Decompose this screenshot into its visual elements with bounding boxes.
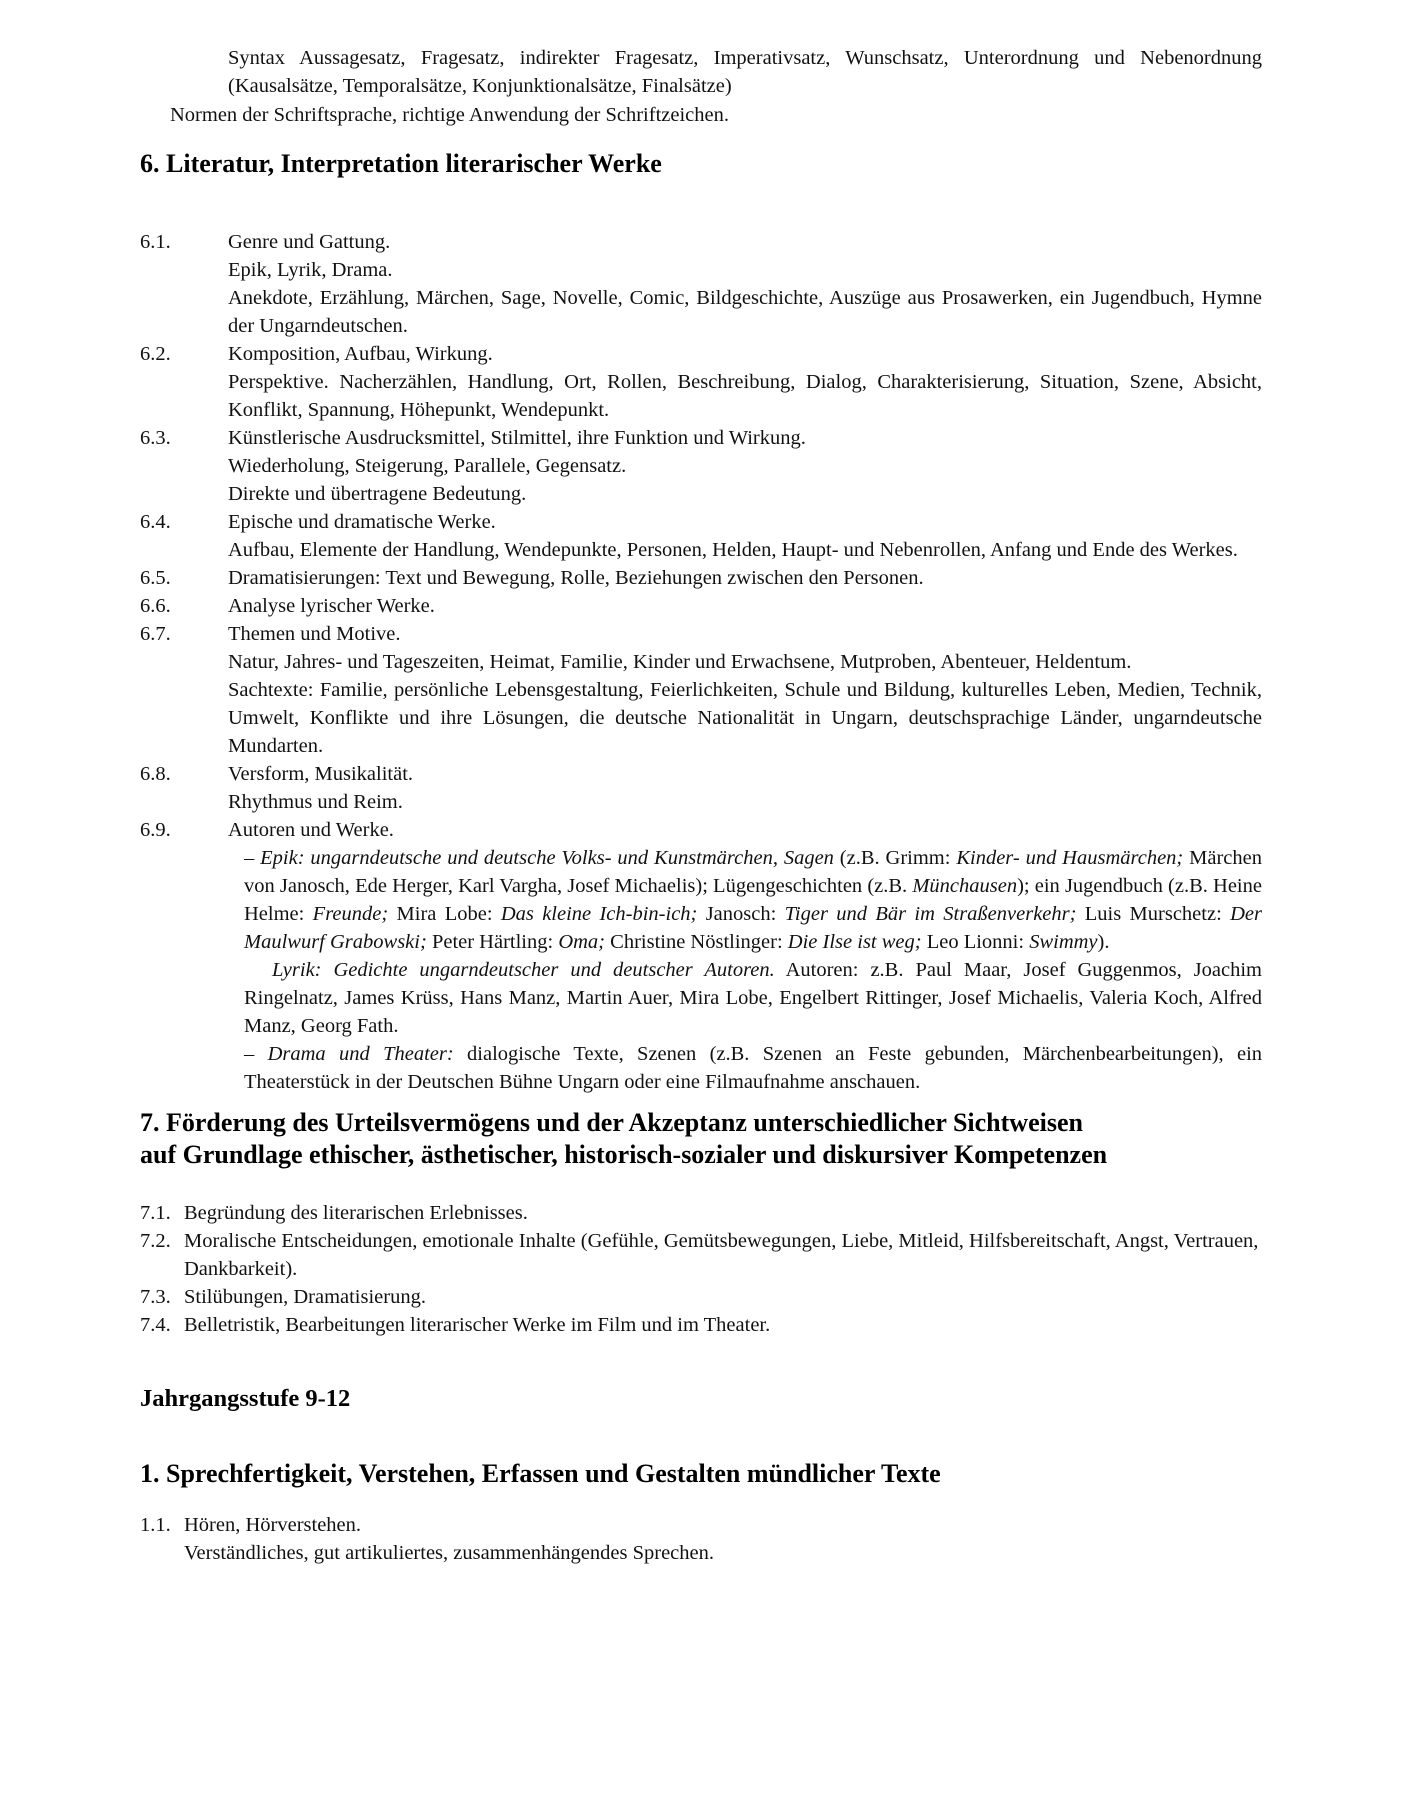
text-run: Peter Härtling:: [426, 931, 559, 953]
list-item: [140, 620, 1262, 760]
item-number: 6.5.: [140, 567, 171, 589]
item-number: 6.8.: [140, 763, 171, 785]
item-title: Dramatisierungen: Text und Bewegung, Rolle, Beziehungen zwischen den Personen.: [228, 567, 924, 589]
text-run: Christine Nöstlinger:: [605, 931, 788, 953]
item-number: 6.7.: [140, 623, 171, 645]
italic-run: Drama und Theater:: [267, 1043, 454, 1065]
list-item-6-9: [140, 816, 1262, 1096]
text-run: dialogische Texte, Szenen (z.B. Szenen an Feste gebunden, Märchenbearbeitungen), ein Theaterstück in der Deutschen Bühne Ungarn oder eine Filmaufnahme anschauen.: [244, 1043, 1263, 1093]
item-text: Sachtexte: Familie, persönliche Lebensgestaltung, Feierlichkeiten, Schule und Bildung, kulturelles Leben, Medien, Technik, Umwelt, Konflikte und ihre Lösungen, die deutsche Nationalität in Ungarn, deutschsprachige Länder, ungarndeutsche Mundarten.: [228, 679, 1262, 757]
italic-run: Swimmy: [1029, 931, 1098, 953]
section-6-heading: 6. Literatur, Interpretation literarischer Werke: [140, 149, 662, 178]
section-1-list: [140, 1511, 1262, 1567]
list-item: [140, 1199, 1262, 1227]
text-run: Märchen von Janosch, Ede Herger, Karl Vargha, Josef Michaelis); Lügengeschichten (z.B.: [244, 847, 1262, 897]
text-run: Janosch:: [697, 903, 785, 925]
item-text: Moralische Entscheidungen, emotionale Inhalte (Gefühle, Gemütsbewegungen, Liebe, Mitleid, Hilfsbereitschaft, Angst, Vertrauen, Dankbarkeit).: [184, 1230, 1259, 1280]
item-text: Aufbau, Elemente der Handlung, Wendepunkte, Personen, Helden, Haupt- und Nebenrollen, Anfang und Ende des Werkes.: [228, 539, 1238, 561]
item-text: Epik, Lyrik, Drama.: [228, 259, 393, 281]
drama-paragraph: [228, 1040, 1262, 1096]
list-item: [140, 424, 1262, 508]
list-item: [140, 760, 1262, 816]
text-run: ); ein Jugendbuch (z.B. Heine Helme:: [244, 875, 1262, 925]
item-number: 7.1.: [140, 1202, 171, 1224]
text-run: Leo Lionni:: [921, 931, 1030, 953]
item-number: 6.3.: [140, 427, 171, 449]
item-number: 7.4.: [140, 1314, 171, 1336]
jahrgang-heading: Jahrgangsstufe 9-12: [140, 1385, 351, 1412]
item-text: Natur, Jahres- und Tageszeiten, Heimat, Familie, Kinder und Erwachsene, Mutproben, Abenteuer, Heldentum.: [228, 651, 1132, 673]
italic-run: Oma;: [558, 931, 606, 953]
item-text: Begründung des literarischen Erlebnisses.: [184, 1202, 528, 1224]
italic-run: Münchausen: [912, 875, 1018, 897]
item-number: 7.3.: [140, 1286, 171, 1308]
list-item: [140, 1311, 1262, 1339]
item-text: Belletristik, Bearbeitungen literarischer Werke im Film und im Theater.: [184, 1314, 771, 1336]
italic-run: Der Maulwurf Grabowski;: [244, 903, 1262, 953]
section-6-list: [140, 228, 1262, 1096]
item-text: Rhythmus und Reim.: [228, 791, 403, 813]
item-text: Wiederholung, Steigerung, Parallele, Gegensatz.: [228, 455, 627, 477]
item-title: Epische und dramatische Werke.: [228, 511, 496, 533]
italic-run: Kinder- und Hausmärchen;: [956, 847, 1184, 869]
list-item: [140, 228, 1262, 340]
list-item: [140, 1511, 1262, 1567]
section-7-list: [140, 1199, 1262, 1339]
item-title: Themen und Motive.: [228, 623, 401, 645]
italic-run: Die Ilse ist weg;: [787, 931, 922, 953]
item-number: 6.1.: [140, 231, 171, 253]
item-title: Hören, Hörverstehen.: [184, 1514, 362, 1536]
item-title: Versform, Musikalität.: [228, 763, 414, 785]
item-text: Direkte und übertragene Bedeutung.: [228, 483, 527, 505]
list-item: [140, 508, 1262, 564]
italic-run: Lyrik: Gedichte ungarndeutscher und deutscher Autoren.: [272, 959, 775, 981]
text-run: –: [244, 1043, 268, 1065]
italic-run: Tiger und Bär im Straßenverkehr;: [784, 903, 1077, 925]
item-text: Verständliches, gut artikuliertes, zusammenhängendes Sprechen.: [184, 1542, 714, 1564]
list-item: [140, 564, 1262, 592]
list-item: [140, 1283, 1262, 1311]
epik-paragraph: [228, 844, 1262, 956]
italic-run: Freunde;: [312, 903, 389, 925]
item-text: Stilübungen, Dramatisierung.: [184, 1286, 426, 1308]
italic-run: – Epik: ungarndeutsche und deutsche Volks- und Kunstmärchen, Sagen: [244, 847, 834, 869]
item-title: Analyse lyrischer Werke.: [228, 595, 435, 617]
item-number: 6.4.: [140, 511, 171, 533]
item-title: Genre und Gattung.: [228, 231, 391, 253]
text-run: (z.B. Grimm:: [833, 847, 957, 869]
item-number: 7.2.: [140, 1230, 171, 1252]
text-run: Autoren: z.B. Paul Maar, Josef Guggenmos, Joachim Ringelnatz, James Krüss, Hans Manz, Martin Auer, Mira Lobe, Engelbert Rittinger, Josef Michaelis, Valeria Koch, Alfred Manz, Georg Fath.: [244, 959, 1262, 1037]
item-number: 6.9.: [140, 819, 171, 841]
section-1-heading: 1. Sprechfertigkeit, Verstehen, Erfassen und Gestalten mündlicher Texte: [140, 1459, 941, 1488]
list-item: [140, 340, 1262, 424]
list-item: [140, 592, 1262, 620]
text-run: Luis Murschetz:: [1076, 903, 1231, 925]
section-7-heading-line-2: auf Grundlage ethischer, ästhetischer, historisch-sozialer und diskursiver Kompetenzen: [140, 1140, 1108, 1169]
item-title: Komposition, Aufbau, Wirkung.: [228, 343, 493, 365]
text-run: Mira Lobe:: [388, 903, 501, 925]
list-item: [140, 1227, 1262, 1283]
item-title: Künstlerische Ausdrucksmittel, Stilmittel, ihre Funktion und Wirkung.: [228, 427, 806, 449]
lyrik-paragraph: [228, 956, 1262, 1040]
section-7-heading-line-1: 7. Förderung des Urteilsvermögens und der Akzeptanz unterschiedlicher Sichtweisen: [140, 1108, 1083, 1137]
text-run: ).: [1097, 931, 1110, 953]
item-title: Autoren und Werke.: [228, 819, 394, 841]
item-number: 1.1.: [140, 1514, 171, 1536]
syntax-paragraph: Syntax Aussagesatz, Fragesatz, indirekter Fragesatz, Imperativsatz, Wunschsatz, Unterordnung und Nebenordnung (Kausalsätze, Temporalsätze, Konjunktionalsätze, Finalsätze): [228, 47, 1262, 97]
item-number: 6.6.: [140, 595, 171, 617]
item-text: Perspektive. Nacherzählen, Handlung, Ort, Rollen, Beschreibung, Dialog, Charakterisierung, Situation, Szene, Absicht, Konflikt, Spannung, Höhepunkt, Wendepunkt.: [228, 371, 1262, 421]
normen-paragraph: Normen der Schriftsprache, richtige Anwendung der Schriftzeichen.: [170, 104, 729, 126]
item-number: 6.2.: [140, 343, 171, 365]
italic-run: Das kleine Ich-bin-ich;: [500, 903, 698, 925]
item-text: Anekdote, Erzählung, Märchen, Sage, Novelle, Comic, Bildgeschichte, Auszüge aus Prosawerken, ein Jugendbuch, Hymne der Ungarndeutschen.: [228, 287, 1262, 337]
